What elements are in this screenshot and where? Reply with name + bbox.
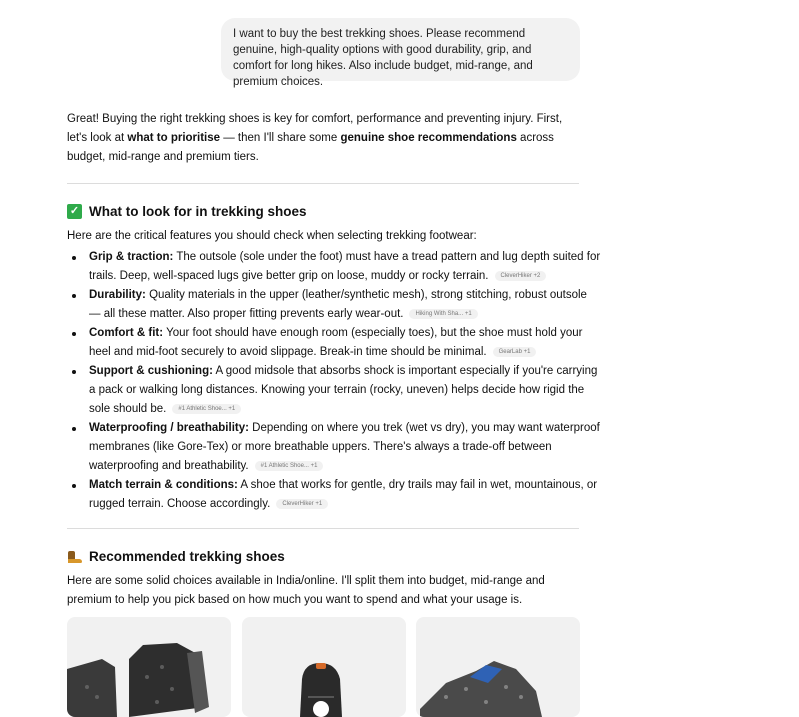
user-message-bubble <box>221 18 580 88</box>
product-image-card[interactable] <box>416 617 580 717</box>
list-item <box>89 286 601 324</box>
source-chip[interactable]: #1 Athletic Shoe... +1 <box>172 404 241 414</box>
section-lead: Here are the critical features you should check when selecting trekking footwear: <box>67 230 477 242</box>
intro-paragraph <box>67 110 579 167</box>
boot-image <box>67 617 231 717</box>
hiking-boot-icon <box>67 549 82 564</box>
list-item <box>89 362 601 419</box>
intro-text-1: Great! Buying the right trekking shoes is key for comfort, performance and preventing injury. First, let's look at <box>67 113 563 144</box>
item-text: The outsole (sole under the foot) must have a tread pattern and lug depth suited for trails. Deep, well-spaced lugs give better grip on loose, muddy or rocky terrain. <box>89 251 601 282</box>
item-title: Durability: <box>89 289 146 301</box>
item-text: A good midsole that absorbs shock is important especially if you're carrying a pack or walking long distances. Knowing your terrain (rocky, uneven) helps decide how rigid the sole should be. <box>89 365 598 415</box>
item-title: Comfort & fit: <box>89 327 164 339</box>
divider <box>67 528 579 529</box>
list-item <box>89 476 601 514</box>
section-title: What to look for in trekking shoes <box>89 204 307 219</box>
item-title: Match terrain & conditions: <box>89 479 238 491</box>
source-chip[interactable]: Hiking With Sha... +1 <box>409 309 477 319</box>
check-mark-icon: ✓ <box>67 204 82 219</box>
item-title: Grip & traction: <box>89 251 174 263</box>
product-image-card[interactable] <box>67 617 231 717</box>
feature-list <box>67 248 601 514</box>
trail-shoe-image <box>416 617 579 717</box>
intro-text-3: across budget, mid-range and premium tiers. <box>67 132 554 163</box>
item-title: Waterproofing / breathability: <box>89 422 249 434</box>
item-title: Support & cushioning: <box>89 365 213 377</box>
list-item <box>89 248 601 286</box>
source-chip[interactable]: CleverHiker +1 <box>276 499 328 509</box>
shoe-image <box>242 617 405 717</box>
section-heading-features <box>67 204 307 219</box>
item-text: Your foot should have enough room (especially toes), but the shoe must hold your heel and mid-foot securely to avoid slippage. Break-in time should be minimal. <box>89 327 583 358</box>
intro-bold-2: genuine shoe recommendations <box>340 132 517 144</box>
section-title: Recommended trekking shoes <box>89 549 285 564</box>
item-text: A shoe that works for gentle, dry trails may fail in wet, mountainous, or rugged terrain. Choose accordingly. <box>89 479 598 510</box>
divider <box>67 183 579 184</box>
source-chip[interactable]: CleverHiker +2 <box>495 271 547 281</box>
source-chip[interactable]: #1 Athletic Shoe... +1 <box>255 461 324 471</box>
list-item <box>89 324 601 362</box>
product-image-card[interactable] <box>242 617 406 717</box>
source-chip[interactable]: GearLab +1 <box>493 347 537 357</box>
item-text: Depending on where you trek (wet vs dry), you may want waterproof membranes (like Gore-Tex) or more breathable uppers. There's always a trade-off between waterproofing and breathability. <box>89 422 600 472</box>
intro-bold-1: what to prioritise <box>127 132 221 144</box>
list-item <box>89 419 601 476</box>
user-message-text: I want to buy the best trekking shoes. Please recommend genuine, high-quality options with good durability, grip, and comfort for long hikes. Also include budget, mid-range, and premium choices. <box>233 28 533 88</box>
intro-text-2: — then I'll share some <box>220 132 341 144</box>
section-lead: Here are some solid choices available in India/online. I'll split them into budget, mid-range and premium to help you pick based on how much you want to spend and what your usage is. <box>67 575 545 606</box>
section-heading-recommendations <box>67 549 285 564</box>
item-text: Quality materials in the upper (leather/synthetic mesh), strong stitching, robust outsole — all these matter. Also proper fitting prevents early wear-out. <box>89 289 587 320</box>
